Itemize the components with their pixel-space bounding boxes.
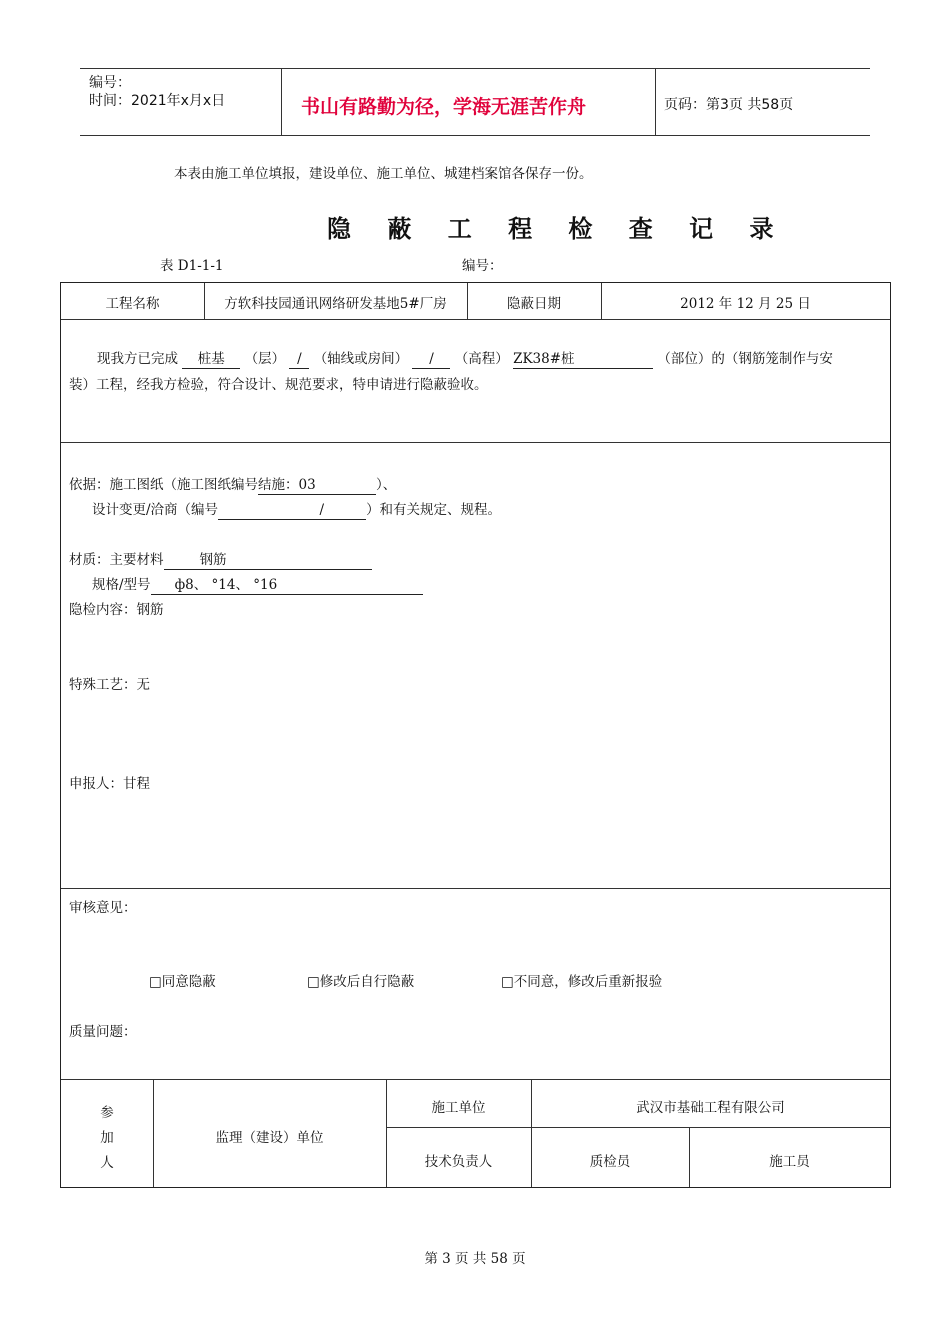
hidden-date-label: 隐蔽日期 [507, 296, 561, 312]
basis-line [69, 473, 396, 495]
drawing-number: 结施：03 [258, 476, 376, 495]
main-material [164, 551, 372, 570]
header-slogan: 书山有路勤为径，学海无涯苦作舟 [301, 96, 587, 118]
statement-text: （轴线或房间） [313, 351, 409, 367]
contractor-name: 武汉市基础工程有限公司 [636, 1100, 785, 1116]
statement-text: （高程） [454, 351, 509, 367]
row-rule [61, 442, 890, 443]
basis-text: ）、 [376, 477, 397, 493]
review-option-agree[interactable]: □同意隐蔽 [149, 974, 216, 990]
supervisor-unit: 监理（建设）单位 [215, 1130, 324, 1146]
worker-label: 施工员 [769, 1154, 810, 1170]
participants-label-1: 参 [100, 1105, 114, 1121]
elevation-value: / [412, 350, 450, 369]
header-number-label: 编号： [89, 75, 131, 91]
part-value: ZK38#桩 [513, 350, 653, 369]
record-table [60, 282, 891, 1188]
inspect-content: 隐检内容：钢筋 [69, 602, 164, 618]
change-text: ）和有关规定、规程。 [366, 502, 502, 518]
statement-line1 [97, 347, 833, 369]
reporter: 申报人：甘程 [69, 776, 150, 792]
change-text: 设计变更/洽商（编号 [92, 502, 219, 518]
form-note: 本表由施工单位填报，建设单位、施工单位、城建档案馆各保存一份。 [174, 166, 593, 182]
header-page-label: 页码：第3页 共58页 [664, 97, 794, 113]
header-time-label: 时间：2021年x月x日 [89, 93, 226, 109]
spec-value-text: ф8、 °14、 °16 [174, 577, 278, 593]
floor-value: 桩基 [182, 350, 240, 369]
spec-value [151, 576, 423, 595]
project-name: 方软科技园通讯网络研发基地5#厂房 [224, 296, 447, 312]
row-rule [61, 319, 890, 320]
header-top-rule [80, 68, 870, 69]
header-divider [655, 68, 656, 135]
statement-text: （部位）的（钢筋笼制作与安 [657, 351, 833, 367]
main-material-value: 钢筋 [199, 552, 227, 568]
spec-line [92, 573, 423, 595]
material-line [69, 548, 372, 570]
special-process: 特殊工艺：无 [69, 677, 150, 693]
contractor-label: 施工单位 [431, 1100, 486, 1116]
qc-label: 质检员 [589, 1154, 631, 1170]
review-option-reject[interactable]: □不同意，修改后重新报验 [501, 974, 663, 990]
review-label: 审核意见： [69, 900, 137, 916]
page-footer: 第 3 页 共 58 页 [424, 1251, 526, 1267]
participants-label-2: 加 [100, 1130, 114, 1146]
statement-text: 现我方已完成 [97, 351, 178, 367]
spec-label: 规格/型号 [92, 577, 151, 593]
participants-label-3: 人 [100, 1155, 114, 1171]
header-divider [281, 68, 282, 135]
row-rule [386, 1127, 890, 1128]
hidden-date: 2012 年 12 月 25 日 [680, 296, 811, 312]
change-line [92, 498, 501, 520]
project-name-label: 工程名称 [105, 296, 160, 312]
axis-value: / [289, 350, 309, 369]
review-option-self-modify[interactable]: □修改后自行隐蔽 [307, 974, 415, 990]
quality-issue-label: 质量问题： [69, 1024, 137, 1040]
basis-text: 依据：施工图纸（施工图纸编号 [69, 477, 258, 493]
form-number-label: 编号： [462, 258, 503, 274]
row-rule [61, 1079, 890, 1080]
material-label: 材质：主要材料 [69, 552, 164, 568]
row-rule [61, 888, 890, 889]
tech-lead-label: 技术负责人 [424, 1154, 493, 1170]
statement-text: （层） [244, 351, 286, 367]
change-number-value: / [319, 502, 325, 518]
form-title: 隐 蔽 工 程 检 查 记 录 [327, 215, 788, 243]
change-number [218, 501, 366, 520]
statement-line2: 装）工程，经我方检验，符合设计、规范要求，特申请进行隐蔽验收。 [69, 377, 488, 393]
header-bottom-rule [80, 135, 870, 136]
form-code: 表 D1-1-1 [160, 258, 224, 274]
